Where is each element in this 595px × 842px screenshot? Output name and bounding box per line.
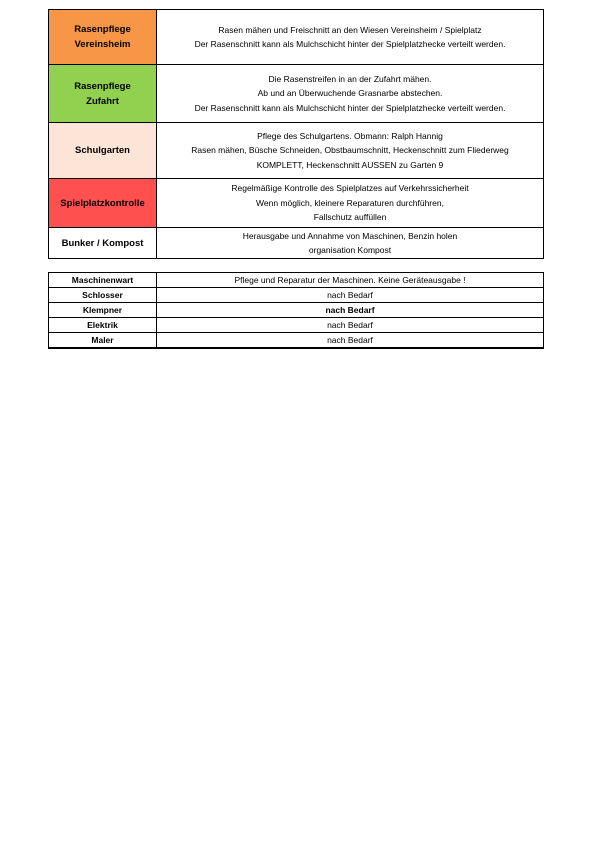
task-description-line: Die Rasenstreifen in an der Zufahrt mähen.	[268, 73, 432, 84]
task-role-label: Schulgarten	[75, 145, 130, 156]
worker-row	[49, 333, 544, 349]
worker-description-cell: nach Bedarf	[157, 318, 544, 333]
task-description-line: Regelmäßige Kontrolle des Spielplatzes auf Verkehrssicherheit	[231, 183, 469, 194]
worker-role-cell: Schlosser	[49, 288, 157, 303]
task-description-cell	[157, 228, 544, 259]
worker-row	[49, 273, 544, 288]
worker-role-cell: Klempner	[49, 303, 157, 318]
task-role-label: Rasenpflege	[74, 80, 131, 92]
task-description-line: Rasen mähen und Freischnitt an den Wiesen Vereinsheim / Spielplatz	[218, 24, 482, 35]
task-table	[48, 9, 544, 259]
task-role-cell	[49, 65, 157, 123]
task-row	[49, 65, 544, 123]
worker-description-cell: nach Bedarf	[157, 303, 544, 318]
task-description-line: Rasen mähen, Büsche Schneiden, Obstbaumschnitt, Heckenschnitt zum Fliederweg	[191, 145, 509, 156]
worker-description-cell: nach Bedarf	[157, 333, 544, 349]
task-description-line: Ab und an Überwuchende Grasnarbe abstechen.	[257, 88, 443, 99]
task-description-line: Pflege des Schulgartens. Obmann: Ralph Hannig	[257, 130, 443, 141]
task-row	[49, 10, 544, 65]
task-role-label: Vereinsheim	[74, 39, 131, 50]
task-description-line: organisation Kompost	[308, 245, 392, 255]
task-description-cell	[157, 179, 544, 228]
worker-row	[49, 288, 544, 303]
task-role-cell	[49, 179, 157, 228]
worker-description-cell: nach Bedarf	[157, 288, 544, 303]
worker-role-cell: Maler	[49, 333, 157, 349]
task-description-line: Fallschutz auffüllen	[313, 212, 387, 223]
task-description-line: KOMPLETT, Heckenschnitt AUSSEN zu Garten 9	[256, 159, 444, 170]
task-description-line: Der Rasenschnitt kann als Mulchschicht hinter der Spielplatzhecke verteilt werden.	[194, 39, 506, 49]
task-role-cell	[49, 228, 157, 259]
worker-row	[49, 318, 544, 333]
task-description-cell	[157, 65, 544, 123]
task-description-line: Herausgabe und Annahme von Maschinen, Benzin holen	[242, 230, 458, 241]
worker-row	[49, 303, 544, 318]
task-description-line: Wenn möglich, kleinere Reparaturen durchführen,	[256, 197, 444, 208]
worker-role-cell: Elektrik	[49, 318, 157, 333]
worker-description-cell: Pflege und Reparatur der Maschinen. Keine Geräteausgabe !	[157, 273, 544, 288]
task-row	[49, 179, 544, 228]
task-role-label: Spielplatzkontrolle	[60, 197, 145, 209]
task-row	[49, 123, 544, 179]
worker-role-cell: Maschinenwart	[49, 273, 157, 288]
task-role-label: Rasenpflege	[74, 24, 131, 35]
worker-table	[48, 272, 544, 349]
task-description-line: Der Rasenschnitt kann als Mulchschicht hinter der Spielplatzhecke verteilt werden.	[194, 102, 506, 113]
task-role-cell	[49, 123, 157, 179]
task-description-cell	[157, 10, 544, 65]
task-row	[49, 228, 544, 259]
task-role-cell	[49, 10, 157, 65]
task-role-label: Zufahrt	[86, 95, 119, 107]
task-description-cell	[157, 123, 544, 179]
task-role-label: Bunker / Kompost	[61, 237, 144, 249]
